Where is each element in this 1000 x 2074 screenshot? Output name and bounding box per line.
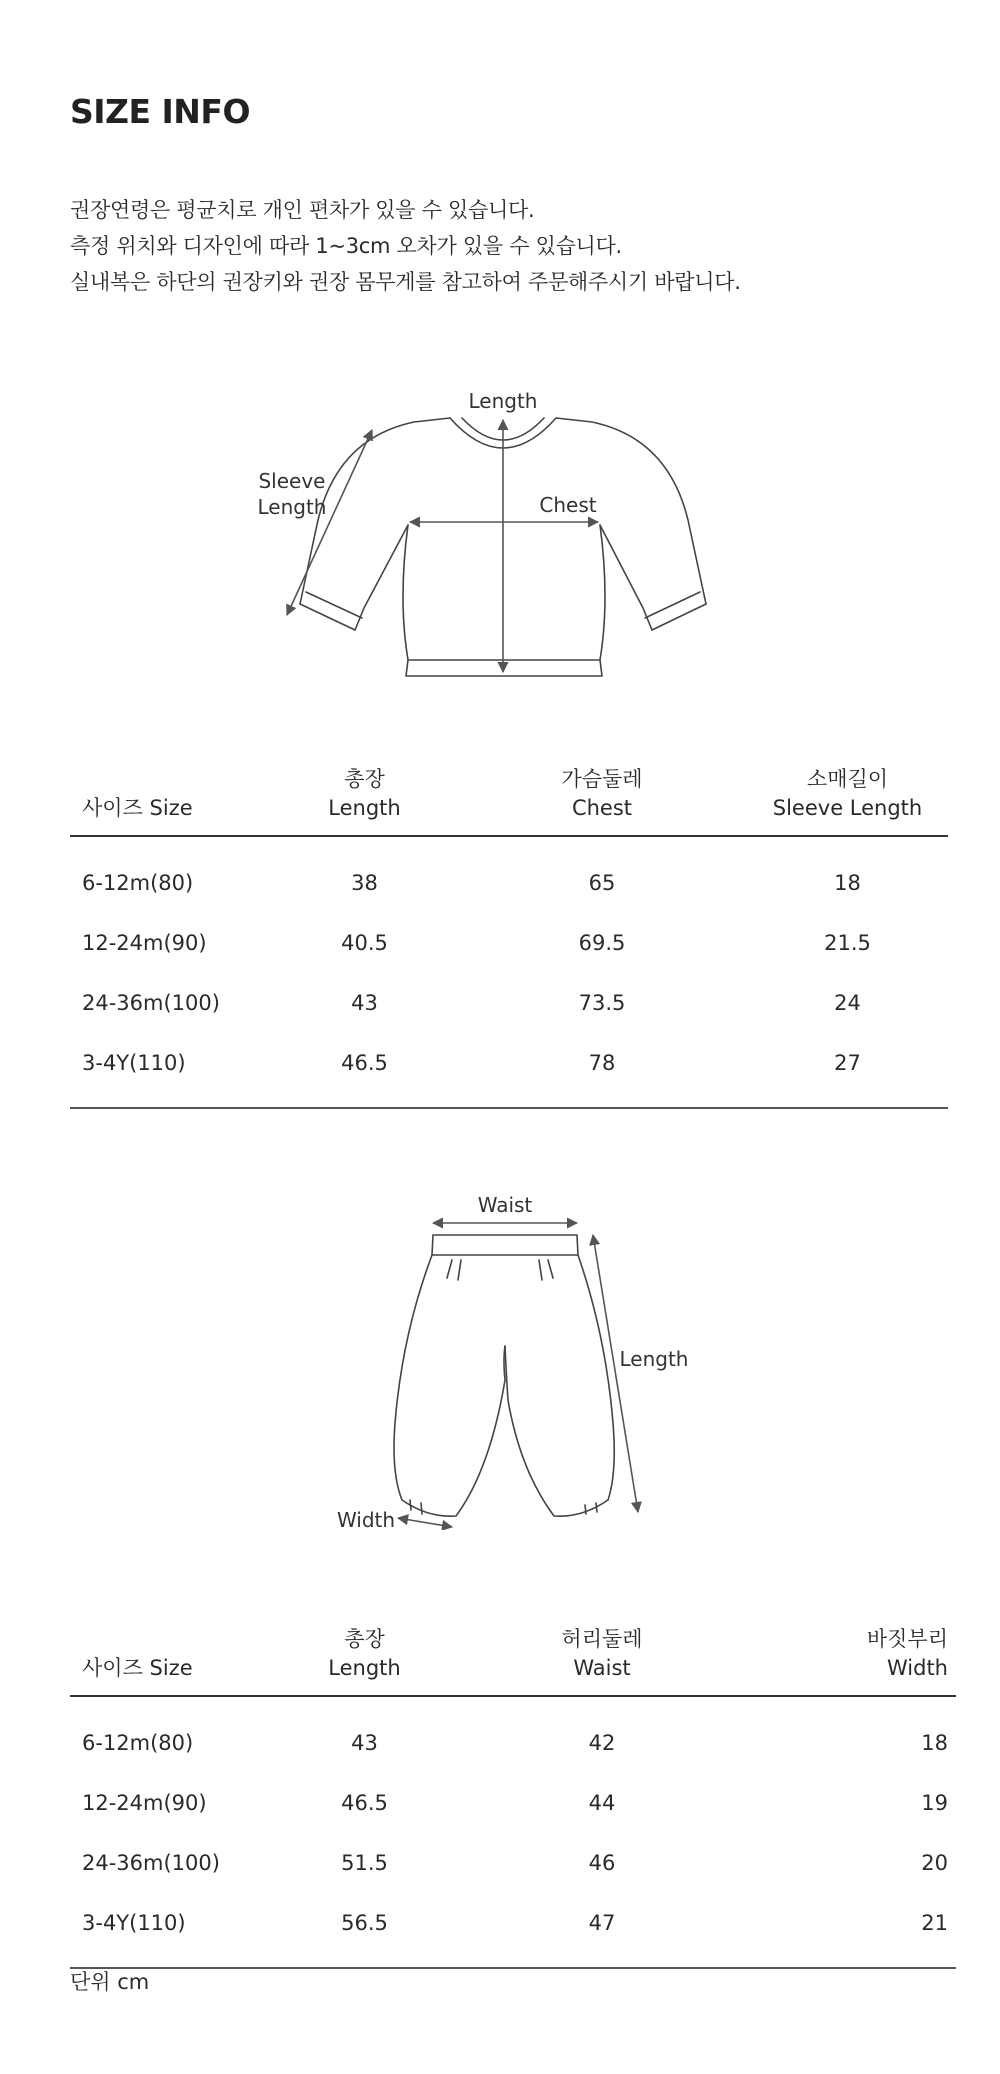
chest-cell: 73.5 [578, 991, 626, 1015]
length-cell: 46.5 [272, 1033, 457, 1108]
width-cell: 20 [921, 1851, 948, 1875]
sleeve-cell: 21.5 [824, 931, 871, 955]
size-cell: 12-24m(90) [82, 931, 207, 955]
measurement-lines [398, 1223, 638, 1527]
table-row [70, 913, 948, 973]
table-row [70, 836, 948, 913]
header-size: 사이즈 Size [70, 765, 272, 836]
waist-label: Waist [477, 1193, 533, 1217]
table-header-row [70, 1625, 956, 1696]
sleeve-cell: 18 [834, 871, 861, 895]
size-cell: 12-24m(90) [82, 1791, 207, 1815]
header-length: 총장 Length [272, 1625, 457, 1696]
header-width: 바짓부리 Width [747, 1625, 956, 1696]
table-row [70, 1773, 956, 1833]
sleeve-length-label: Length [257, 495, 327, 519]
sleeve-cell: 24 [834, 991, 861, 1015]
width-label: Width [336, 1508, 396, 1530]
sleeve-cell: 27 [747, 1033, 948, 1108]
size-notes [70, 192, 741, 300]
waist-cell: 44 [588, 1791, 616, 1815]
table-header-row [70, 765, 948, 836]
note-line: 실내복은 하단의 권장키와 권장 몸무게를 참고하여 주문해주시기 바랍니다. [70, 270, 741, 294]
length-cell: 43 [351, 991, 378, 1015]
width-cell: 19 [921, 1791, 948, 1815]
width-cell: 18 [921, 1731, 948, 1755]
length-cell: 51.5 [341, 1851, 388, 1875]
chest-label: Chest [539, 493, 597, 517]
chest-cell: 69.5 [578, 931, 626, 955]
length-label: Length [468, 389, 538, 413]
header-length: 총장 Length [272, 765, 457, 836]
chest-cell: 65 [588, 871, 616, 895]
size-cell: 6-12m(80) [82, 871, 194, 895]
table-row [70, 1893, 956, 1968]
header-sleeve-length: 소매길이 Sleeve Length [747, 765, 948, 836]
length-label: Length [619, 1347, 689, 1371]
waist-cell: 46 [588, 1851, 616, 1875]
page-title: SIZE INFO [70, 92, 250, 131]
length-cell: 40.5 [341, 931, 388, 955]
size-cell: 6-12m(80) [82, 1731, 194, 1755]
note-line: 권장연령은 평균치로 개인 편차가 있을 수 있습니다. [70, 198, 535, 222]
header-size: 사이즈 Size [70, 1625, 272, 1696]
table-row [70, 1033, 948, 1108]
length-cell: 46.5 [341, 1791, 388, 1815]
bottom-size-table [70, 1625, 956, 1969]
sleeve-label: Sleeve [258, 469, 326, 493]
unit-label: 단위 cm [70, 1970, 150, 1994]
size-cell: 3-4Y(110) [70, 1033, 272, 1108]
size-cell: 24-36m(100) [82, 991, 220, 1015]
size-cell: 3-4Y(110) [70, 1893, 272, 1968]
length-cell: 38 [351, 871, 378, 895]
top-size-table [70, 765, 948, 1109]
note-line: 측정 위치와 디자인에 따라 1~3cm 오차가 있을 수 있습니다. [70, 234, 622, 258]
pants-illustration [0, 1190, 1000, 1530]
chest-cell: 78 [457, 1033, 747, 1108]
size-cell: 24-36m(100) [82, 1851, 220, 1875]
sweatshirt-illustration [0, 380, 1000, 680]
width-cell: 21 [747, 1893, 956, 1968]
header-chest: 가슴둘레 Chest [457, 765, 747, 836]
waist-cell: 42 [588, 1731, 616, 1755]
length-cell: 56.5 [272, 1893, 457, 1968]
header-waist: 허리둘레 Waist [457, 1625, 747, 1696]
length-cell: 43 [351, 1731, 378, 1755]
measurement-lines [287, 420, 598, 672]
table-row [70, 1833, 956, 1893]
pants-outline [394, 1235, 614, 1516]
table-row [70, 973, 948, 1033]
table-row [70, 1696, 956, 1773]
waist-cell: 47 [457, 1893, 747, 1968]
